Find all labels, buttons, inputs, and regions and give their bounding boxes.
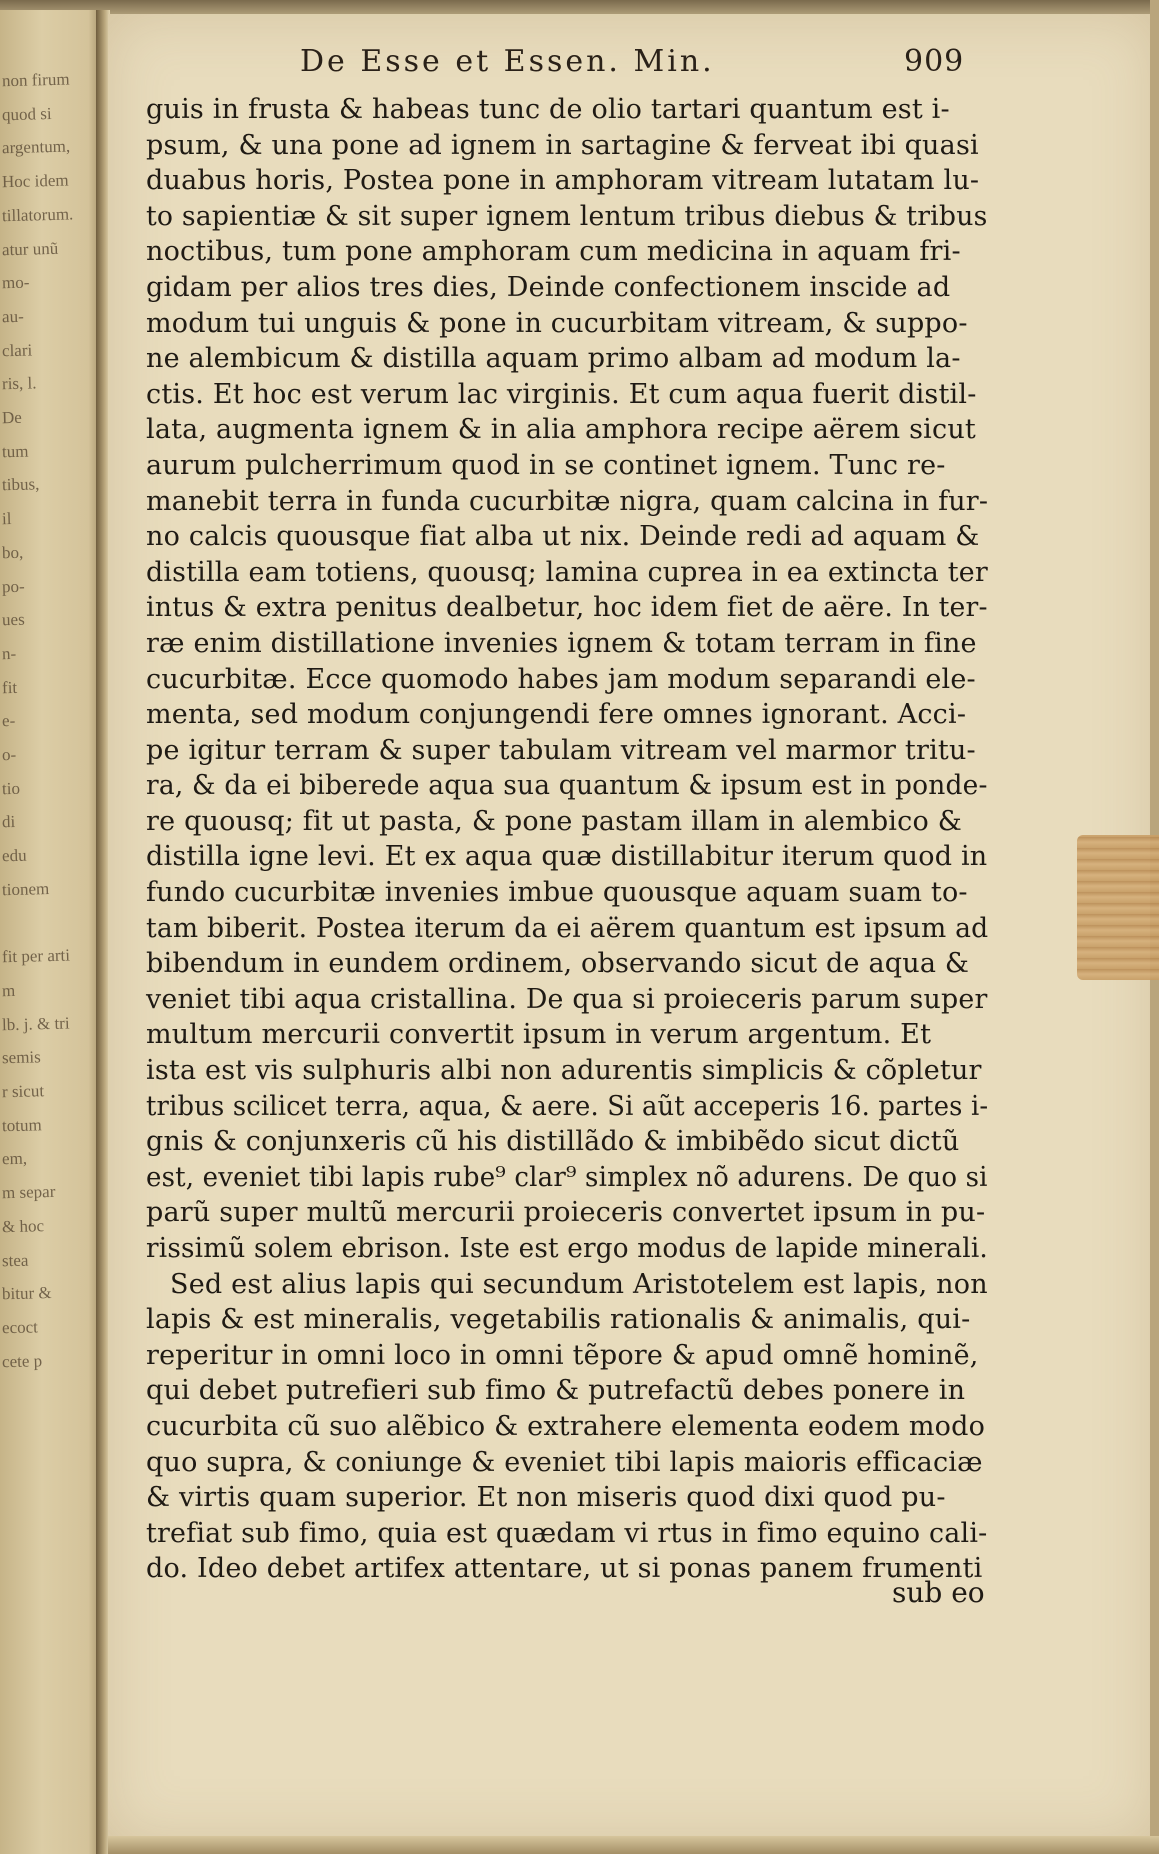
facing-page-fragment: e- <box>1 711 16 731</box>
facing-page-fragment: quod si <box>1 103 52 124</box>
facing-page-fragment: m <box>1 980 16 1001</box>
facing-page-fragment: ues <box>1 609 25 630</box>
text-line: re quousq; fit ut pasta, & pone pastam illam in alembico & <box>146 805 962 837</box>
facing-page-fragment: & hoc <box>1 1216 45 1237</box>
facing-page-fragment: ris, l. <box>1 373 37 394</box>
page-number: 909 <box>904 44 965 79</box>
facing-page-fragment: n- <box>1 643 17 664</box>
body-text <box>146 92 988 1587</box>
facing-page-fragment: tillatorum. <box>1 204 74 226</box>
facing-page-fragment: po- <box>1 576 25 596</box>
text-line: menta, sed modum conjungendi fere omnes ignorant. Acci- <box>146 699 967 731</box>
paper-tab <box>1077 835 1159 980</box>
text-line: pe igitur terram & super tabulam vitream vel marmor tritu- <box>146 734 976 766</box>
facing-page-fragment: em, <box>1 1149 28 1169</box>
text-line: reperitur in omni loco in omni tẽpore & apud omnẽ hominẽ, <box>146 1339 979 1371</box>
facing-page-fragment: tum <box>1 441 29 461</box>
facing-page-fragment: tibus, <box>1 474 40 495</box>
text-line: distilla eam totiens, quousq; lamina cuprea in ea extincta ter <box>146 556 988 588</box>
facing-page-fragment: tio <box>1 778 21 798</box>
facing-page-fragment: De <box>1 407 23 428</box>
text-line: aurum pulcherrimum quod in se continet ignem. Tunc re- <box>146 449 946 481</box>
text-line: gidam per alios tres dies, Deinde confectionem inscide ad <box>146 271 951 303</box>
text-line: Sed est alius lapis qui secundum Aristotelem est lapis, non <box>170 1268 988 1300</box>
facing-page-fragment: bitur & <box>1 1283 52 1304</box>
catchword: sub eo <box>892 1576 985 1609</box>
text-line: quo supra, & coniunge & eveniet tibi lapis maioris efficaciæ <box>146 1446 983 1478</box>
text-line: tribus scilicet terra, aqua, & aere. Si aũt acceperis 16. partes i- <box>146 1090 989 1122</box>
facing-page-fragment: atur unũ <box>1 238 59 259</box>
running-header <box>300 44 965 79</box>
facing-page-fragment: bo, <box>1 542 24 563</box>
facing-page-fragment: stea <box>1 1250 29 1270</box>
text-line: est, eveniet tibi lapis rube⁹ clar⁹ simplex nõ adurens. De quo si <box>146 1161 988 1193</box>
facing-page-fragment: clari <box>1 340 33 360</box>
text-line: rissimũ solem ebrison. Iste est ergo modus de lapide minerali. <box>146 1233 988 1264</box>
facing-page-fragment: m separ <box>1 1182 56 1203</box>
facing-page-fragment: ecoct <box>1 1317 39 1338</box>
facing-page-fragment: il <box>1 509 12 529</box>
text-line: psum, & una pone ad ignem in sartagine & ferveat ibi quasi <box>146 129 979 161</box>
facing-page-fragment <box>2 911 102 914</box>
text-line: & virtis quam superior. Et non miseris quod dixi quod pu- <box>146 1482 946 1514</box>
facing-page-fragment: di <box>1 812 16 832</box>
facing-page-edge <box>0 10 104 1854</box>
text-line: cucurbita cũ suo alẽbico & extrahere elementa eodem modo <box>146 1410 986 1442</box>
text-line: modum tui unguis & pone in cucurbitam vitream, & suppo- <box>146 307 968 339</box>
facing-page-fragment: Hoc idem <box>1 170 69 192</box>
facing-page-fragment: totum <box>1 1114 42 1135</box>
text-line: intus & extra penitus dealbetur, hoc idem fiet de aëre. In ter- <box>146 592 988 624</box>
text-line: fundo cucurbitæ invenies imbue quousque aquam suam to- <box>146 877 968 909</box>
text-line: manebit terra in funda cucurbitæ nigra, quam calcina in fur- <box>146 485 989 517</box>
text-line: noctibus, tum pone amphoram cum medicina in aquam fri- <box>146 236 961 268</box>
facing-page-fragment: mo- <box>1 272 30 293</box>
text-line: do. Ideo debet artifex attentare, ut si ponas panem frumenti <box>146 1553 983 1585</box>
text-line: gnis & conjunxeris cũ his distillãdo & imbibẽdo sicut dictũ <box>146 1126 960 1158</box>
facing-page-fragment: lb. j. & tri <box>1 1013 70 1034</box>
facing-page-fragment: fit per arti <box>1 945 71 967</box>
text-line: veniet tibi aqua cristallina. De qua si proieceris parum super <box>146 983 988 1015</box>
facing-page-fragment: r sicut <box>1 1081 45 1102</box>
facing-page-fragment: au- <box>1 306 24 327</box>
text-line: trefiat sub fimo, quia est quædam vi rtus in fimo equino cali- <box>146 1517 988 1549</box>
text-line: ræ enim distillatione invenies ignem & totam terram in fine <box>146 627 977 659</box>
text-line: ra, & da ei biberede aqua sua quantum & ipsum est in ponde- <box>146 770 988 802</box>
text-line: parũ super multũ mercurii proieceris convertet ipsum in pu- <box>146 1197 986 1229</box>
text-line: bibendum in eundem ordinem, observando sicut de aqua & <box>146 948 970 980</box>
facing-page-fragment: non firum <box>1 69 70 91</box>
facing-page-fragment: tionem <box>1 878 50 900</box>
text-line: tam biberit. Postea iterum da ei aërem quantum est ipsum ad <box>146 912 989 944</box>
page-bottom-edge <box>108 1836 1159 1854</box>
facing-page-fragment: semis <box>1 1047 41 1068</box>
facing-page-fragment: edu <box>1 845 27 866</box>
running-title: De Esse et Essen. Min. <box>300 44 715 79</box>
text-line: no calcis quousque fiat alba ut nix. Deinde redi ad aquam & <box>146 521 980 553</box>
facing-page-fragment: cete p <box>1 1350 43 1371</box>
text-line: duabus horis, Postea pone in amphoram vitream lutatam lu- <box>146 165 980 197</box>
facing-page-fragment: o- <box>1 744 17 765</box>
text-line: ne alembicum & distilla aquam primo albam ad modum la- <box>146 343 961 375</box>
facing-page-fragment: fit <box>1 677 18 697</box>
text-line: ista est vis sulphuris albi non adurentis simplicis & cõpletur <box>146 1055 982 1087</box>
text-line: cucurbitæ. Ecce quomodo habes jam modum separandi ele- <box>146 663 976 695</box>
text-line: distilla igne levi. Et ex aqua quæ distillabitur iterum quod in <box>146 841 988 873</box>
text-line: multum mercurii convertit ipsum in verum argentum. Et <box>146 1019 932 1051</box>
text-line: lata, augmenta ignem & in alia amphora recipe aërem sicut <box>146 414 976 446</box>
facing-page-fragment: argentum, <box>1 136 71 158</box>
text-line: to sapientiæ & sit super ignem lentum tribus diebus & tribus <box>146 200 988 232</box>
text-line: guis in frusta & habeas tunc de olio tartari quantum est i- <box>146 94 950 125</box>
text-line: lapis & est mineralis, vegetabilis rationalis & animalis, qui- <box>146 1304 971 1336</box>
text-line: ctis. Et hoc est verum lac virginis. Et cum aqua fuerit distil- <box>146 378 977 410</box>
text-line: qui debet putrefieri sub fimo & putrefactũ debes ponere in <box>146 1375 966 1407</box>
